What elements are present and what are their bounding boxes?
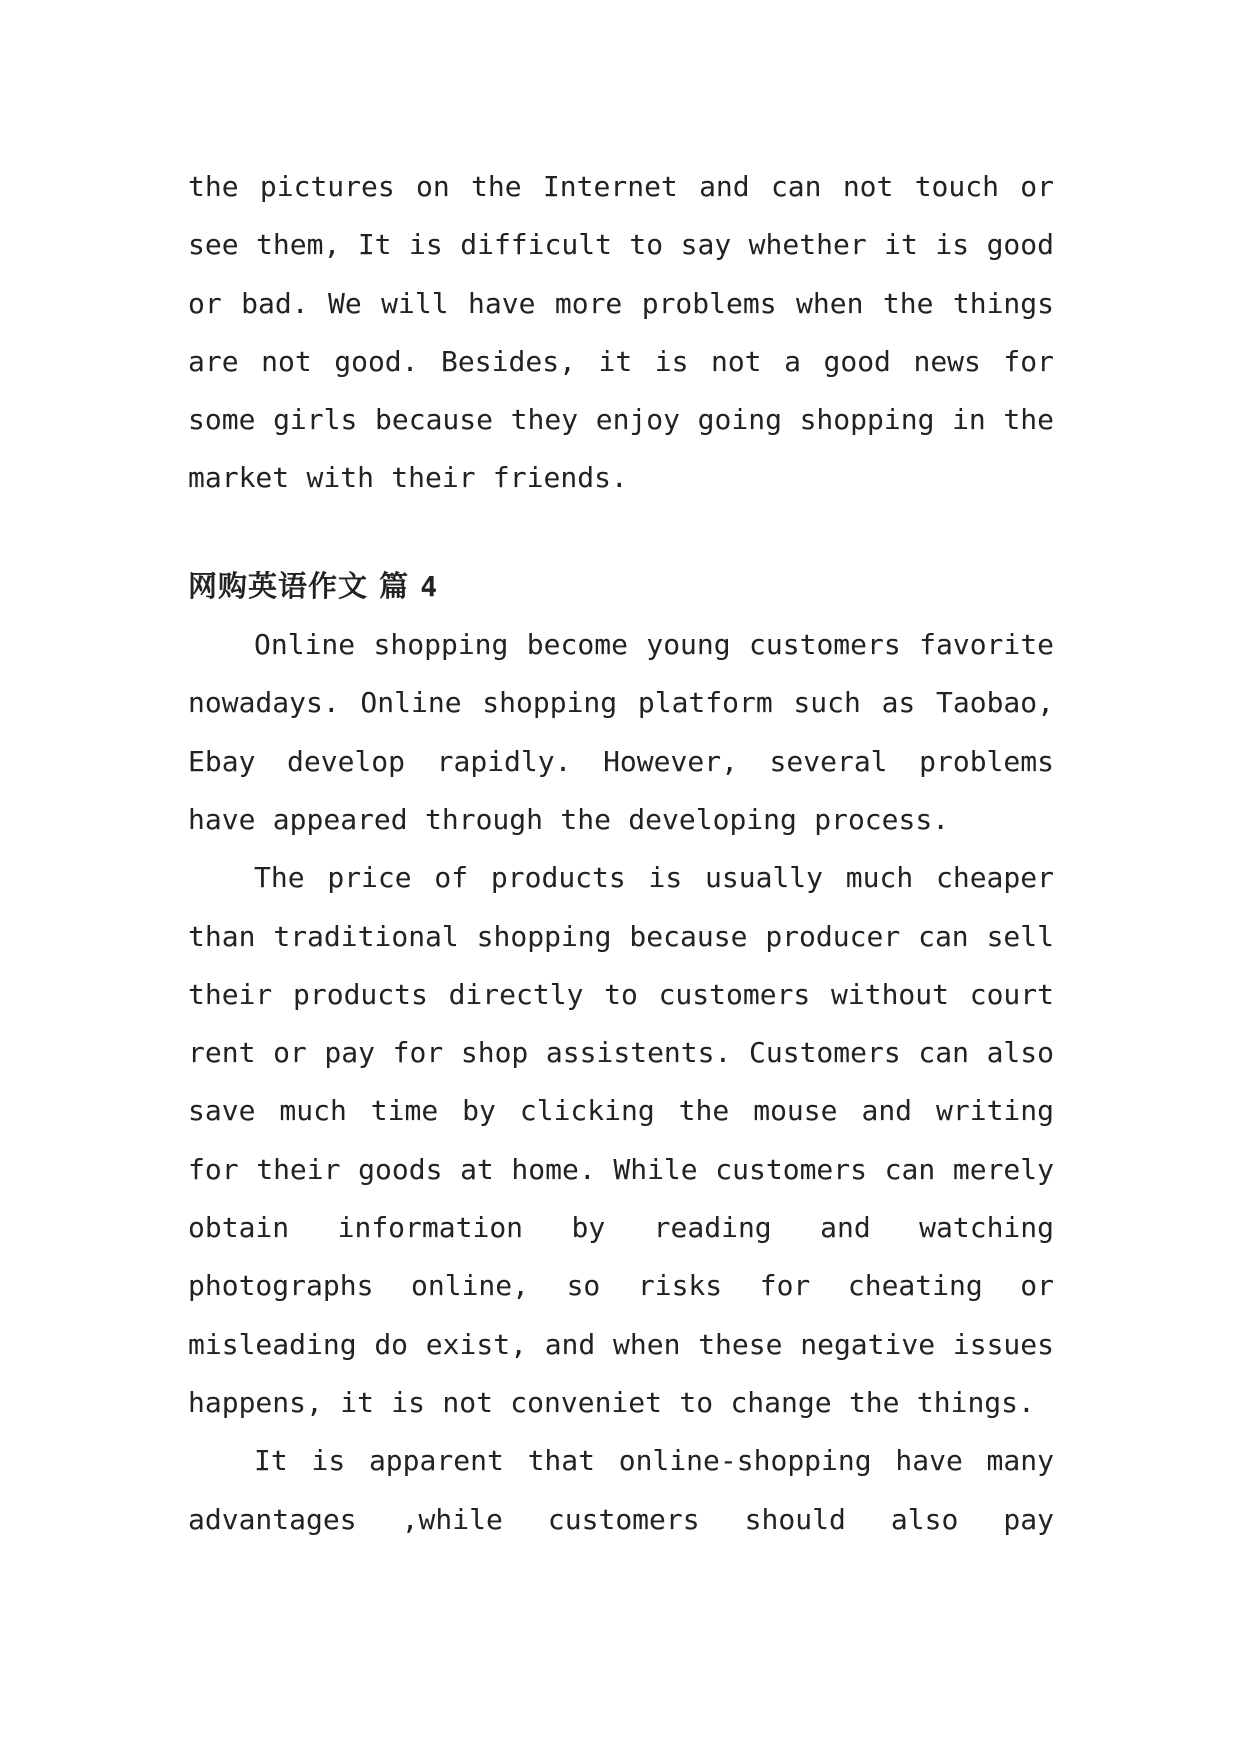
paragraph-1: Online shopping become young customers favorite nowadays. Online shopping platform such as Taobao, Ebay develop rapidly. However, several problems have appeared through the developing process. [188,628,1054,836]
continued-paragraph: the pictures on the Internet and can not touch or see them, It is difficult to say whether it is good or bad. We will have more problems when the things are not good. Besides, it is not a good news for some girls because they enjoy going shopping in the market with their friends. [188,170,1054,495]
document-page [188,158,1054,1549]
section-heading [188,557,1054,616]
paragraph-2: The price of products is usually much cheaper than traditional shopping because producer can sell their products directly to customers without court rent or pay for shop assistents. Customers can also save much time by clicking the mouse and writing for their goods at home. While customers can merely obtain information by reading and watching photographs online, so risks for cheating or misleading do exist, and when these negative issues happens, it is not conveniet to change the things. [188,861,1054,1419]
paragraph-3: It is apparent that online-shopping have many advantages ,while customers should also pay [188,1444,1054,1536]
heading-title: 网购英语作文 篇 [188,568,410,603]
heading-number: 4 [420,569,439,603]
